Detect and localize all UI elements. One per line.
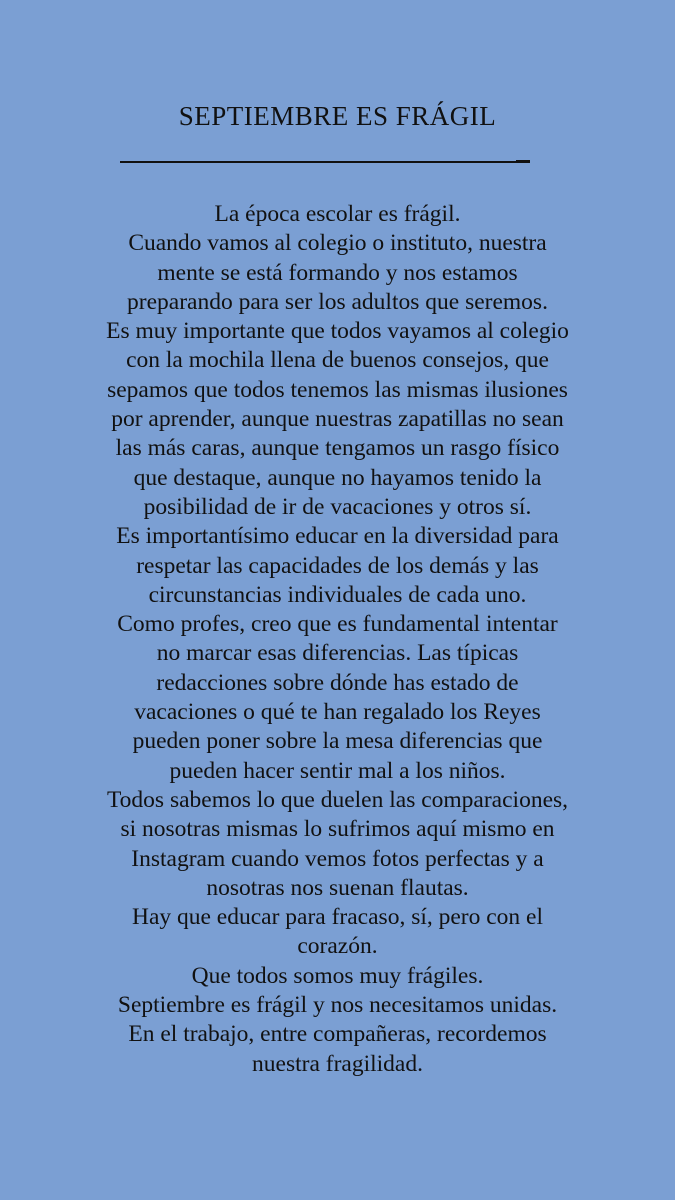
body-line: Cuando vamos al colegio o instituto, nuestra [128,230,547,257]
body-line: respetar las capacidades de los demás y las [136,552,539,579]
body-line: Hay que educar para fracaso, sí, pero con el [131,904,544,931]
body-line: nosotras nos suenan flautas. [206,874,469,901]
body-line: las más caras, aunque tengamos un rasgo físico [115,435,560,462]
title-underline [120,161,530,163]
body-line: posibilidad de ir de vacaciones y otros sí. [143,493,532,520]
body-line: no marcar esas diferencias. Las típicas [156,640,519,667]
body-line: pueden hacer sentir mal a los niños. [169,757,506,784]
body-line: mente se está formando y nos estamos [157,259,518,286]
body-line: Todos sabemos lo que duelen las comparaciones, [106,786,569,813]
body-line: Es muy importante que todos vayamos al colegio [106,318,569,345]
body-line: corazón. [297,933,378,960]
body-line: preparando para ser los adultos que seremos. [127,288,548,315]
body-line: redacciones sobre dónde has estado de [156,669,519,696]
story-body [40,200,635,1079]
body-line: La época escolar es frágil. [214,201,461,227]
body-line: Instagram cuando vemos fotos perfectas y a [131,845,544,872]
body-line: nuestra fragilidad. [252,1050,423,1077]
body-line: Es importantísimo educar en la diversidad para [116,523,559,550]
body-line: En el trabajo, entre compañeras, recordemos [128,1021,547,1048]
body-line: por aprender, aunque nuestras zapatillas no sean [111,406,564,433]
body-line: si nosotras mismas lo sufrimos aquí mismo en [120,816,555,843]
title-underline-tail [516,160,530,162]
body-line: con la mochila llena de buenos consejos, que [126,347,549,374]
body-line: Que todos somos muy frágiles. [191,962,484,989]
body-line: que destaque, aunque no hayamos tenido la [133,464,542,491]
story-title: SEPTIEMBRE ES FRÁGIL [178,101,497,131]
body-line: sepamos que todos tenemos las mismas ilusiones [107,376,568,403]
body-line: Como profes, creo que es fundamental intentar [117,611,558,638]
body-line: Septiembre es frágil y nos necesitamos unidas. [117,992,558,1019]
body-line: pueden poner sobre la mesa diferencias que [132,728,543,755]
body-line: circunstancias individuales de cada uno. [148,581,527,608]
body-line: vacaciones o qué te han regalado los Reyes [134,699,541,726]
